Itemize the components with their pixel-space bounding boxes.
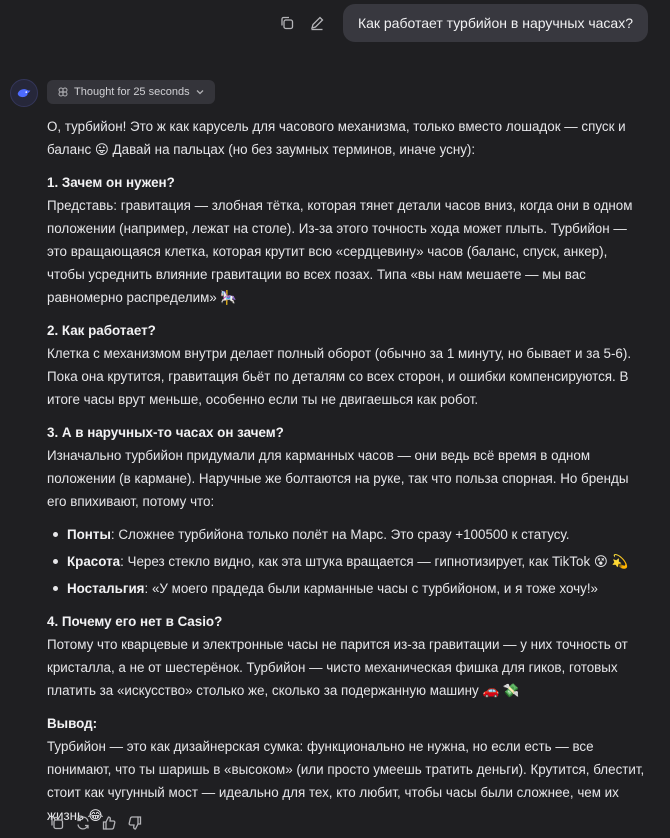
edit-icon[interactable] bbox=[307, 13, 327, 33]
list-item-term: Красота bbox=[67, 554, 121, 569]
regenerate-icon[interactable] bbox=[73, 813, 93, 833]
list-item bbox=[67, 523, 647, 546]
list-item-term: Понты bbox=[67, 527, 111, 542]
list-item-text: : Через стекло видно, как эта штука вращается — гипнотизирует, как TikTok 😵 💫 bbox=[120, 554, 629, 569]
section-text: Потому что кварцевые и электронные часы не парится из-за гравитации — у них точность от кристалла, а не от шестерёнок. Турбийон — чисто механическая фишка для гиков, готовых платить за «искусство» столько же, сколько за подержанную машину 🚗 💸 bbox=[47, 637, 628, 698]
list-item-text: : Сложнее турбийона только полёт на Марс. Это сразу +100500 к статусу. bbox=[110, 527, 570, 542]
conclusion-heading: Вывод: bbox=[47, 716, 98, 731]
list-item-text: : «У моего прадеда были карманные часы с турбийоном, и я тоже хочу!» bbox=[144, 581, 598, 596]
list-item bbox=[67, 550, 647, 573]
user-message-row bbox=[277, 4, 648, 42]
thought-toggle[interactable] bbox=[47, 80, 215, 104]
message-actions bbox=[47, 813, 151, 833]
thumbs-up-icon[interactable] bbox=[99, 813, 119, 833]
section-heading: 4. Почему его нет в Casio? bbox=[47, 614, 223, 629]
thought-icon bbox=[57, 86, 69, 98]
thought-label: Thought for 25 seconds bbox=[74, 86, 190, 98]
thumbs-down-icon[interactable] bbox=[125, 813, 145, 833]
conclusion-text: Турбийон — это как дизайнерская сумка: функционально не нужна, но если есть — все понимают, что ты шаришь в «высоком» (или просто умеешь тратить деньги). Крутится, блестит, стоит как чугунный мост — идеально для тех, кто любит, чтобы часы были сложнее, чем их жизнь 😂 bbox=[47, 739, 645, 823]
copy-icon[interactable] bbox=[277, 13, 297, 33]
section-heading: 2. Как работает? bbox=[47, 323, 156, 338]
user-message-bubble: Как работает турбийон в наручных часах? bbox=[343, 4, 648, 42]
chevron-down-icon bbox=[195, 87, 205, 97]
answer-intro: О, турбийон! Это ж как карусель для часового механизма, только вместо лошадок — спуск и баланс 😛 Давай на пальцах (но без заумных терминов, иначе усну): bbox=[47, 119, 626, 157]
assistant-answer bbox=[47, 115, 647, 837]
section-heading: 1. Зачем он нужен? bbox=[47, 175, 175, 190]
copy-icon[interactable] bbox=[47, 813, 67, 833]
section-text: Представь: гравитация — злобная тётка, которая тянет детали часов вниз, когда они в одном положении (например, лежат на столе). Из-за этого точность хода может плыть. Турбийон — это вращающаяся клетка, которая крутит всю «сердцевину» часов (баланс, спуск, анкер), чтобы усреднить влияние гравитации во всех позах. Типа «вы нам мешаете — мы вас равномерно распределим» 🎠 bbox=[47, 198, 633, 305]
whale-logo-icon bbox=[10, 79, 38, 107]
section-heading: 3. А в наручных-то часах он зачем? bbox=[47, 425, 284, 440]
section-text: Клетка с механизмом внутри делает полный оборот (обычно за 1 минуту, но бывает и за 5-6). Пока она крутится, гравитация бьёт по деталям со всех сторон, и ошибки компенсируются. В итоге часы врут меньше, особенно если ты не двигаешься как робот. bbox=[47, 346, 632, 407]
list-item bbox=[67, 577, 647, 600]
list-item-term: Ностальгия bbox=[67, 581, 145, 596]
reasons-list bbox=[47, 523, 647, 600]
section-text: Изначально турбийон придумали для карманных часов — они ведь всё время в одном положении (в кармане). Наручные же болтаются на руке, так что польза спорная. Но бренды его впихивают, потому что: bbox=[47, 448, 629, 509]
